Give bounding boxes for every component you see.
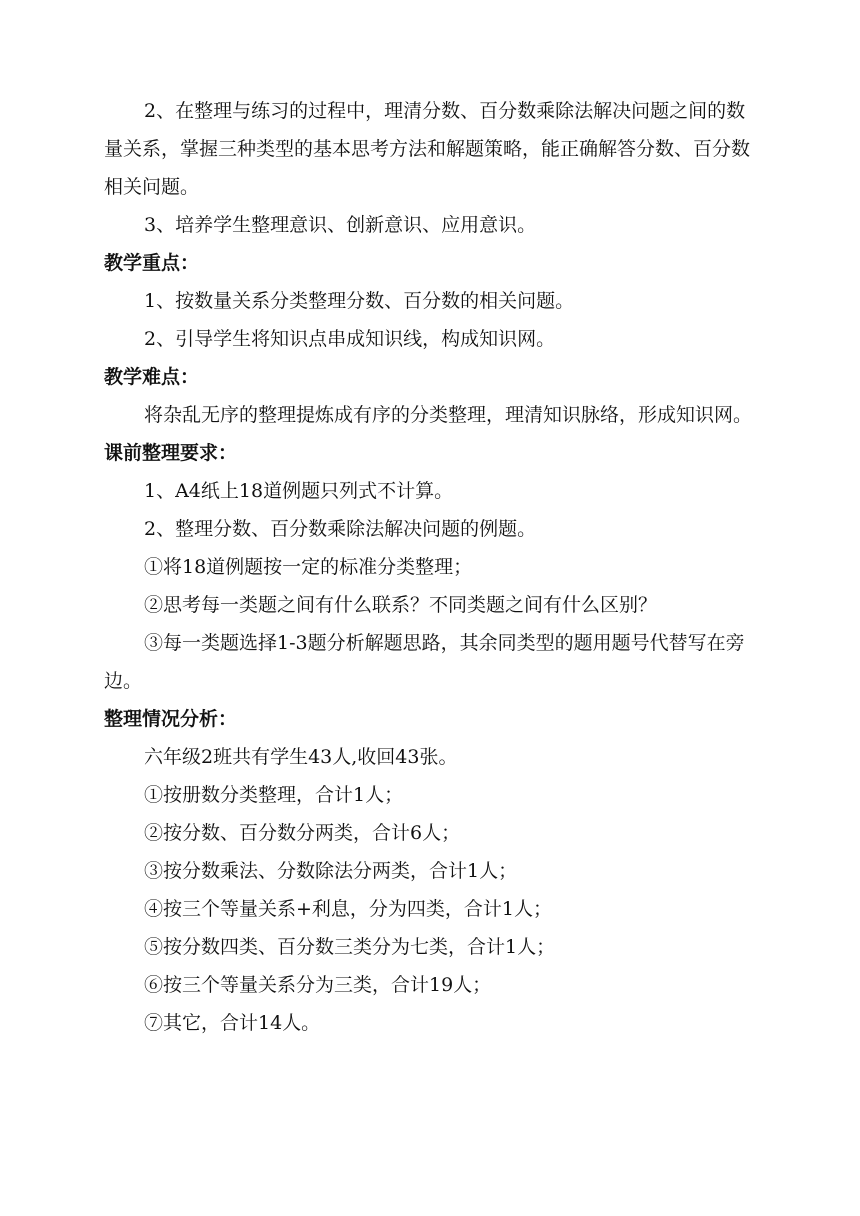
key-points-heading: 教学重点：	[104, 252, 200, 274]
requirement-sub-1: ①将18道例题按一定的标准分类整理；	[144, 556, 473, 578]
objective-item-3: 3、培养学生整理意识、创新意识、应用意识。	[144, 214, 537, 236]
difficulties-heading: 教学难点：	[104, 366, 200, 388]
requirement-sub-2: ②思考每一类题之间有什么联系？不同类题之间有什么区别？	[144, 594, 658, 616]
analysis-item: ⑤按分数四类、百分数三类分为七类，合计1人；	[144, 936, 556, 958]
analysis-item: ①按册数分类整理，合计1人；	[144, 784, 404, 806]
key-point-item-1: 1、按数量关系分类整理分数、百分数的相关问题。	[144, 290, 575, 312]
analysis-heading: 整理情况分析：	[104, 708, 238, 730]
objective-item-2: 2、在整理与练习的过程中，理清分数、百分数乘除法解决问题之间的数量关系，掌握三种类型的基本思考方法和解题策略，能正确解答分数、百分数相关问题。	[104, 100, 751, 198]
requirement-item-2: 2、整理分数、百分数乘除法解决问题的例题。	[144, 518, 537, 540]
key-point-item-2: 2、引导学生将知识点串成知识线，构成知识网。	[144, 328, 556, 350]
analysis-item: ⑦其它，合计14人。	[144, 1012, 321, 1034]
requirement-sub-3: ③每一类题选择1-3题分析解题思路，其余同类型的题用题号代替写在旁边。	[104, 632, 745, 692]
requirement-item-1: 1、A4纸上18道例题只列式不计算。	[144, 480, 454, 502]
analysis-item: ③按分数乘法、分数除法分两类，合计1人；	[144, 860, 518, 882]
analysis-intro: 六年级2班共有学生43人,收回43张。	[144, 746, 458, 768]
document-content	[104, 92, 754, 1042]
analysis-item: ④按三个等量关系+利息，分为四类，合计1人；	[144, 898, 553, 920]
requirements-heading: 课前整理要求：	[104, 442, 238, 464]
analysis-item: ②按分数、百分数分两类，合计6人；	[144, 822, 461, 844]
analysis-item: ⑥按三个等量关系分为三类，合计19人；	[144, 974, 492, 996]
difficulties-text: 将杂乱无序的整理提炼成有序的分类整理，理清知识脉络，形成知识网。	[144, 404, 753, 426]
